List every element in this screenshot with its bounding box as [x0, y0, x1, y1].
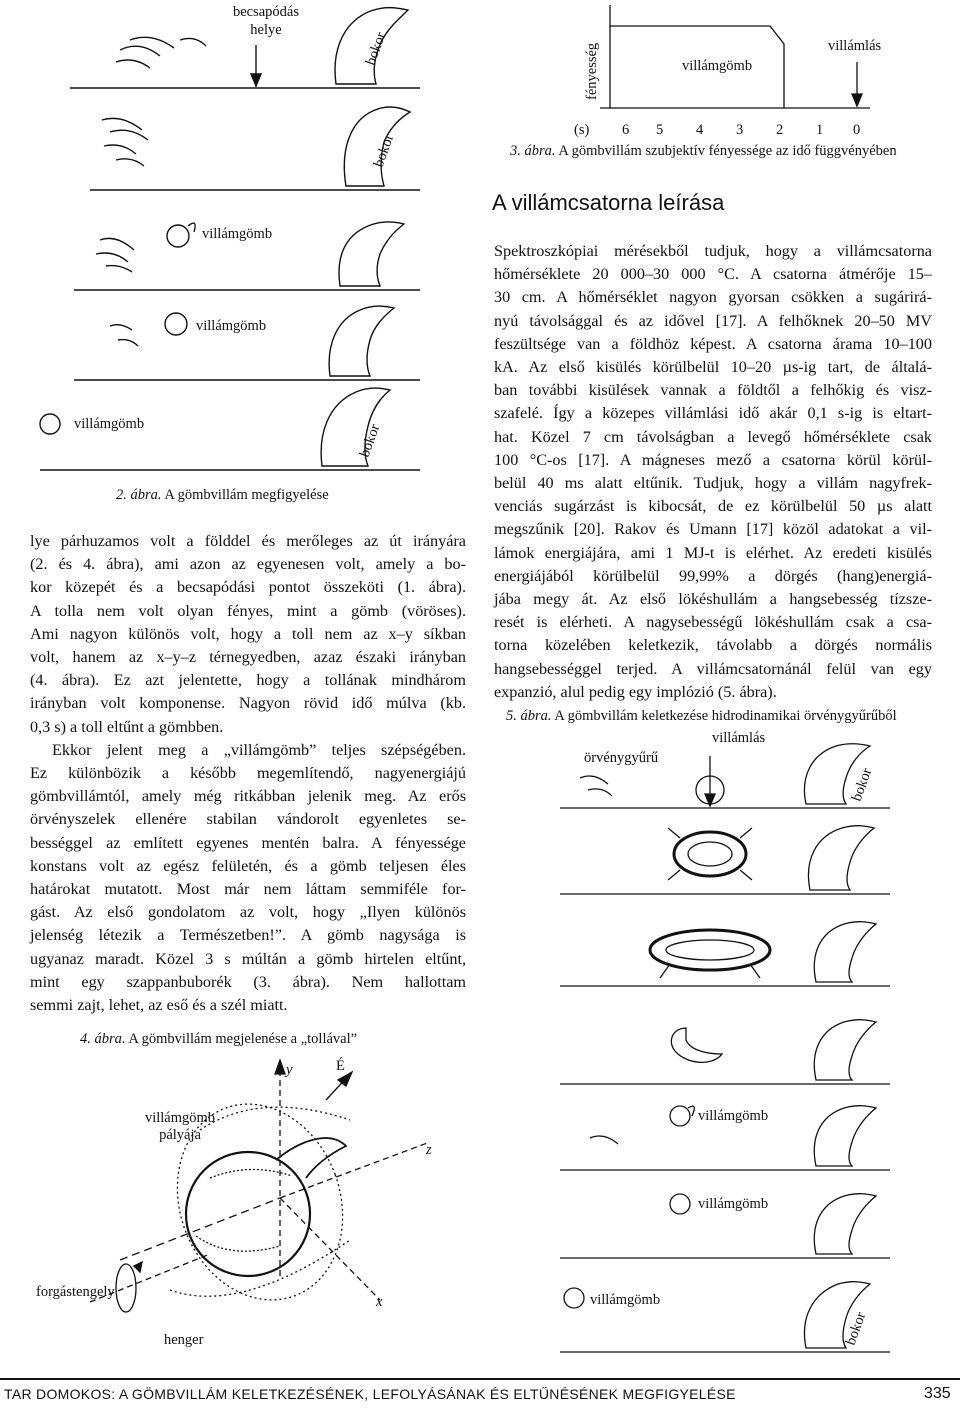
- label-impact: becsapódás: [232, 4, 300, 20]
- text-line: 100 °C-os [17]. A mágneses mező a csatorna körül körül-: [494, 450, 932, 469]
- text-line: semmi zajt, lehet, az eső és a szél miatt.: [30, 996, 288, 1015]
- text-line: belül 40 ms alatt eltűnik. Tudjuk, hogy a villám nagyfrek-: [494, 474, 932, 493]
- figure-4-caption: 4. ábra. A gömbvillám megjelenése a „tollával”: [80, 1031, 358, 1047]
- text-line: lámok energiájára, ami 1 MJ-t is elérhet. Az eredeti kisülés: [494, 543, 932, 562]
- text-line: ugyanaz maradt. Közel 3 s múltán a gömb hirtelen eltűnt,: [30, 949, 466, 968]
- text-line: expanzió, alul pedig egy implózió (5. ábra).: [494, 682, 777, 701]
- text-line: (4. ábra). Ez azt jelentette, hogy a tollának mindhárom: [30, 671, 466, 690]
- tick-label: 4: [696, 122, 704, 138]
- label-ball-lightning: villámgömb: [682, 58, 753, 74]
- right-column-text: [494, 240, 932, 704]
- text-line: Ekkor jelent meg a „villámgömb” teljes szépségében.: [52, 740, 466, 759]
- tick-label: 5: [656, 122, 664, 138]
- text-line: ban további kisülések vannak a földtől a felhőkig és visz-: [494, 381, 932, 400]
- text-line: nyú távolsággal és az idővel [17]. A felhőknek 20–50 MV: [494, 311, 932, 330]
- text-line: szafelé. Így a közepes villámlási idő akár 0,1 s-ig is eltart-: [494, 404, 932, 423]
- label-ball-lightning: villámgömb: [202, 226, 273, 242]
- text-line: konstans volt az egész felületén, és a gömb teljesen éles: [30, 856, 466, 875]
- text-line: Ami nagyon különös volt, hogy a toll nem az x–y síkban: [30, 624, 466, 643]
- chart-x-unit: (s): [574, 122, 590, 138]
- text-line: venciás sugárzást is kibocsát, de ez körülbelül 50 µs alatt: [494, 497, 932, 516]
- text-line: lye párhuzamos volt a földdel és merőleges az út irányára: [30, 532, 466, 550]
- x-axis: [280, 1198, 380, 1300]
- rotation-axis-ellipse: [116, 1264, 136, 1312]
- figure-5-caption: 5. ábra. A gömbvillám keletkezése hidrodinamikai örvénygyűrűből: [506, 708, 897, 724]
- label-ball-lightning: villámgömb: [74, 416, 145, 432]
- label-lightning: villámlás: [712, 730, 766, 746]
- ball-lightning-circle: [564, 1288, 584, 1308]
- text-line: 0,3 s) a toll eltűnt a gömbben.: [30, 717, 224, 736]
- label-impact: helye: [250, 22, 282, 38]
- running-title: TAR DOMOKOS: A GÖMBVILLÁM KELETKEZÉSÉNEK, LEFOLYÁSÁNAK ÉS ELTŰNÉSÉNEK MEGFIGYELÉSE: [4, 1386, 736, 1402]
- text-line: feszültsége van a földhöz képest. A csatorna árama 10–100: [494, 334, 932, 353]
- label-rotation-axis: forgástengely: [36, 1284, 115, 1300]
- text-line: Ez különbözik a később megemlítendő, nagyenergiájú: [30, 764, 466, 783]
- text-line: 30 cm. A hőmérséklet nagyon gyorsan csökken a sugárirá-: [494, 288, 932, 307]
- left-column-text: [30, 530, 466, 1017]
- label-bush: bokor: [842, 1310, 870, 1348]
- text-line: gömbvillámtól, amely még ritkábban jelenik meg. Az erős: [30, 787, 466, 806]
- label-ball-lightning: villámgömb: [196, 318, 267, 334]
- ball-lightning-sphere: [186, 1152, 310, 1276]
- wind-swirl-lines: [116, 37, 206, 68]
- label-vortex-ring: örvénygyűrű: [584, 750, 659, 766]
- text-line: jelenség létezik a Természetben!”. A gömb nagysága is: [30, 926, 466, 945]
- figure-4: [30, 1050, 450, 1360]
- label-y: y: [286, 1062, 293, 1078]
- bush-shape: [808, 826, 874, 890]
- chart-y-label: fényesség: [584, 42, 600, 100]
- figure-5: [560, 728, 940, 1368]
- label-z: z: [426, 1142, 432, 1158]
- text-line: bességgel az említett egyenes mentén balra. A fényessége: [30, 833, 466, 852]
- text-line: mint egy szappanbuborék (3. ábra). Nem hallottam: [30, 972, 466, 991]
- bush-shape: [814, 1106, 876, 1166]
- ball-forming: [671, 1028, 722, 1062]
- text-line: (2. és 4. ábra), ami azon az egyenesen volt, amely a bo-: [30, 555, 466, 574]
- figure-2-caption: 2. ábra. A gömbvillám megfigyelése: [116, 487, 329, 503]
- ball-lightning-circle: [670, 1106, 690, 1126]
- label-bush: bokor: [370, 132, 398, 170]
- label-bush: bokor: [356, 422, 384, 460]
- ball-lightning-circle: [40, 414, 60, 434]
- ball-lightning-circle: [670, 1194, 690, 1214]
- label-trajectory: pályája: [159, 1127, 201, 1143]
- label-trajectory: villámgömb: [144, 1110, 216, 1126]
- text-line: hőmérséklete 20 000–30 000 °C. A csatorna átmérője 15–: [494, 265, 932, 284]
- text-line: hat. Közel 7 cm távolságban a levegő hőmérséklete csak: [494, 427, 932, 446]
- text-line: jába megy át. Az első lökéshullám a hangsebesség tízsze-: [494, 590, 932, 609]
- label-ball-lightning: villámgömb: [698, 1196, 769, 1212]
- text-line: Spektroszkópiai mérésekből tudjuk, hogy a villámcsatorna: [494, 242, 932, 260]
- bush-shape: [339, 222, 404, 286]
- bush-shape: [814, 922, 876, 982]
- label-ball-lightning: villámgömb: [590, 1292, 661, 1308]
- footer-rule: [0, 1378, 960, 1380]
- label-bush: bokor: [362, 30, 390, 68]
- text-line: volt, hanem az x–y–z térnegyedben, azaz északi irányban: [30, 648, 466, 667]
- vortex-ring: [674, 832, 746, 876]
- bush-shape: [814, 1194, 876, 1254]
- text-line: irányban volt komponense. Nagyon rövid idő múlva (kb.: [30, 694, 466, 713]
- figure-3-caption: 3. ábra. A gömbvillám szubjektív fényessége az idő függvényében: [510, 143, 897, 159]
- ball-tail: [276, 1138, 346, 1178]
- label-north: É: [336, 1058, 345, 1074]
- tick-label: 0: [853, 122, 861, 138]
- text-line: kA. Az első kisülés körülbelül 10–20 µs-ig tart, de általá-: [494, 358, 932, 377]
- label-cylinder: henger: [164, 1332, 204, 1348]
- trajectory-line: [120, 1198, 280, 1260]
- bush-shape: [329, 306, 394, 376]
- label-bush: bokor: [848, 766, 876, 804]
- tick-label: 6: [622, 122, 630, 138]
- text-line: örvényszelek ellenére stabilan vándorolt egyenletes se-: [30, 810, 466, 829]
- text-line: energiájából körülbelül 99,99% a dörgés (hang)energiá-: [494, 566, 932, 585]
- text-line: határokat mutatott. Most már nem láttam semmiféle for-: [30, 880, 466, 899]
- label-lightning: villámlás: [828, 38, 882, 54]
- text-line: kor közepét és a becsapódási pontot összeköti (1. ábra).: [30, 578, 466, 597]
- section-title: A villámcsatorna leírása: [492, 190, 725, 215]
- vortex-ring: [650, 930, 770, 970]
- text-line: torna közelében keletkezik, távolabb a dörgés normális: [494, 636, 932, 655]
- page-number: 335: [924, 1385, 951, 1402]
- text-line: resét is elérheti. A nagysebességű lökéshullám csak a csa-: [494, 613, 932, 632]
- tick-label: 2: [776, 122, 784, 138]
- figure-2: [30, 0, 450, 490]
- tick-label: 1: [816, 122, 824, 138]
- z-axis: [280, 1142, 430, 1198]
- figure-3-chart: [570, 0, 910, 140]
- label-x: x: [376, 1294, 383, 1310]
- text-line: gást. Az első gondolatom az volt, hogy „Ilyen különös: [30, 903, 466, 922]
- bush-shape: [814, 1020, 876, 1080]
- label-ball-lightning: villámgömb: [698, 1108, 769, 1124]
- ball-lightning-circle: [167, 225, 189, 247]
- tick-label: 3: [736, 122, 744, 138]
- text-line: hangsebességgel terjed. A villámcsatornánál felül van egy: [494, 659, 932, 678]
- text-line: A tolla nem volt olyan fényes, mint a gömb (vöröses).: [30, 601, 466, 620]
- text-line: megszűnik [20]. Rakov és Umann [17] közöl adatokat a vil-: [494, 520, 932, 539]
- ball-lightning-circle: [165, 313, 187, 335]
